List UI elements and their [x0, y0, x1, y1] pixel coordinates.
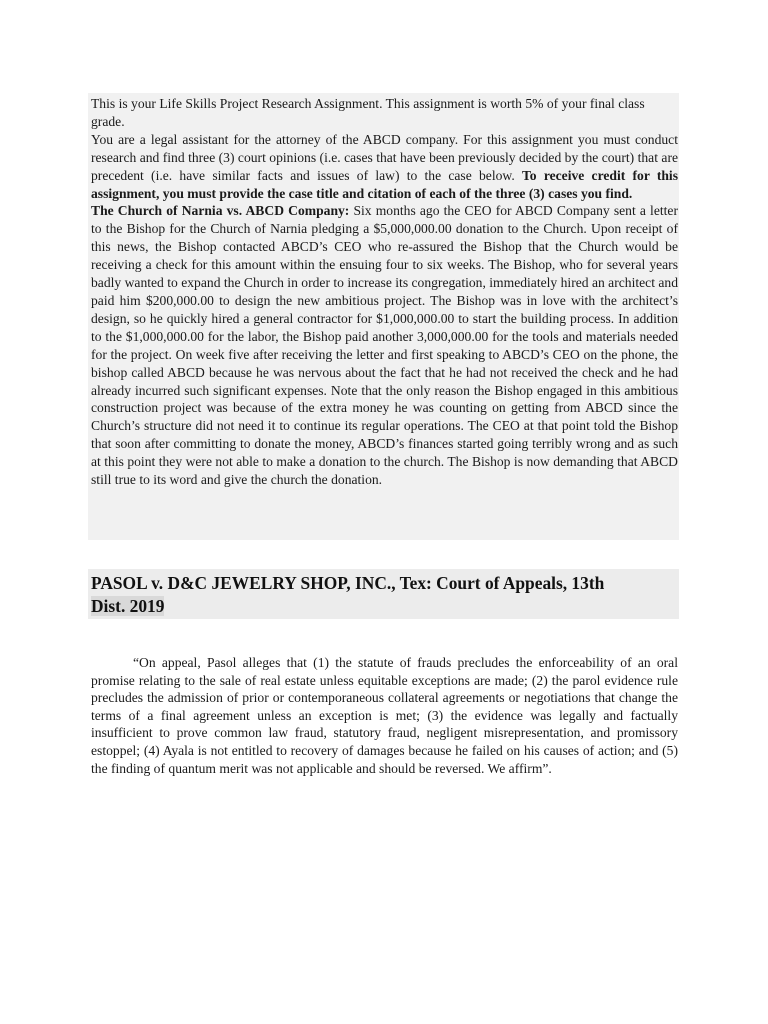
case-paragraph	[91, 202, 678, 489]
case-body: Six months ago the CEO for ABCD Company sent a letter to the Bishop for the Church of Narnia pledging a $5,000,000.00 donation to the Church. Upon receipt of this news, the Bishop contacted ABCD’s CEO who re-assured the Bishop that the Church would be receiving a check for this amount within the ensuing four to six weeks. The Bishop, who for several years badly wanted to expand the Church in order to increase its congregation, immediately hired an architect and paid him $200,000.00 to design the new ambitious project. The Bishop was in love with the architect’s design, so he quickly hired a general contractor for $1,000,000.00 to start the building process. In addition to the $1,000,000.00 for the labor, the Bishop paid another 3,000,000.00 for the tools and materials needed for the project. On week five after receiving the letter and first speaking to ABCD’s CEO on the phone, the bishop called ABCD because he was nervous about the fact that he had not received the check and he had already incurred such significant expenses. Note that the only reason the Bishop engaged in this ambitious construction project was because of the extra money he was counting on getting from ABCD since the Church’s structure did not need it to continue its regular operations. The CEO at that point told the Bishop that soon after committing to donate the money, ABCD’s finances started going terribly wrong and as such at this point they were not able to make a donation to the church. The Bishop is now demanding that ABCD still true to its word and give the church the donation.	[91, 203, 678, 488]
citation-heading-line1: PASOL v. D&C JEWELRY SHOP, INC., Tex: Court of Appeals, 13th	[91, 573, 605, 593]
intro-line: This is your Life Skills Project Research Assignment. This assignment is worth 5% of your final class grade.	[91, 96, 645, 129]
instructions-text: You are a legal assistant for the attorney of the ABCD company. For this assignment you must conduct research and find three (3) court opinions (i.e. cases that have been previously decided by the court) that are precedent (i.e. have similar facts and issues of law) to the case below.	[91, 131, 678, 183]
instructions-paragraph	[91, 131, 678, 203]
case-title: The Church of Narnia vs. ABCD Company:	[91, 203, 350, 219]
assignment-text-block	[91, 95, 678, 489]
citation-heading	[91, 572, 676, 618]
citation-heading-line2: Dist. 2019	[91, 596, 165, 616]
credit-requirement: To receive credit for this assignment, you must provide the case title and citation of each of the three (3) cases you find.	[91, 167, 678, 201]
court-opinion-quote: “On appeal, Pasol alleges that (1) the statute of frauds precludes the enforceability of an oral promise relating to the sale of real estate unless equitable exceptions are made; (2) the parol evidence rule precludes the admission of prior or contemporaneous collateral agreements or negotiations that change the terms of a final agreement unless an exception is met; (3) the evidence was legally and factually insufficient to prove common law fraud, statutory fraud, negligent misrepresentation, and promissory estoppel; (4) Ayala is not entitled to recovery of damages because he failed on his causes of action; and (5) the finding of quantum merit was not applicable and should be reversed. We affirm”.	[91, 655, 678, 776]
